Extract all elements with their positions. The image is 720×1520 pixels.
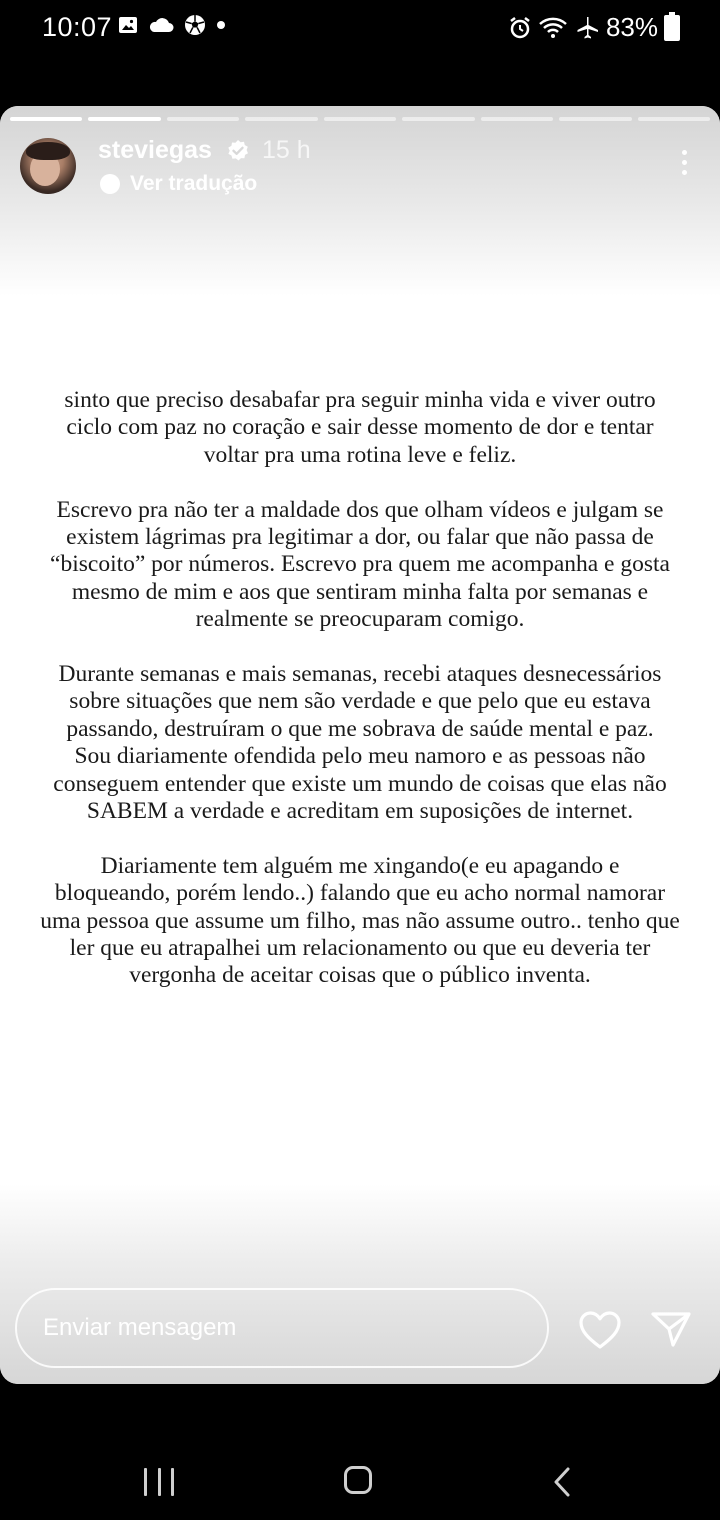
- translate-icon: [100, 174, 120, 194]
- story-progress-segment: [402, 117, 474, 121]
- dot-icon: [216, 20, 226, 30]
- soccer-ball-icon: [184, 14, 206, 36]
- status-bar: [0, 0, 720, 56]
- story-text-block: [40, 387, 680, 1017]
- send-icon[interactable]: [650, 1310, 692, 1348]
- home-button[interactable]: [344, 1466, 372, 1494]
- more-options-dot: [682, 160, 687, 165]
- battery-percentage: 83%: [605, 12, 658, 42]
- story-progress-segment: [559, 117, 631, 121]
- wifi-icon: [538, 16, 568, 40]
- airplane-icon: [574, 15, 600, 41]
- story-paragraph: Sou diariamente ofendida pelo meu namoro e as pessoas não conseguem entender que existe um mundo de coisas que elas não SABEM a verdade e acreditam em suposições de internet.: [53, 743, 667, 825]
- status-time: 10:07: [42, 12, 113, 42]
- story-paragraph: Diariamente tem alguém me xingando(e eu apagando e bloqueando, porém lendo..) falando que eu acho normal namorar uma pessoa que assume um filho, mas não assume outro.. tenho que ler que eu atrapalhei um relacionamento ou que eu deveria ter vergonha de aceitar coisas que o público inventa.: [40, 852, 680, 989]
- story-progress-segment: [10, 117, 82, 121]
- recent-apps-bar: [171, 1468, 174, 1496]
- recent-apps-button[interactable]: [144, 1468, 174, 1496]
- story-progress-bars: [10, 117, 710, 121]
- story-paragraph: Durante semanas e mais semanas, recebi ataques desnecessários sobre situações que nem são verdade e que pelo que eu estava passando, destruíram o que me sobrava de saúde mental e paz.: [58, 661, 662, 742]
- story-progress-segment: [88, 117, 160, 121]
- story-paragraph: sinto que preciso desabafar pra seguir minha vida e viver outro ciclo com paz no coração e sair desse momento de dor e tentar voltar pra uma rotina leve e feliz.: [64, 387, 656, 468]
- story-paragraph: Escrevo pra não ter a maldade dos que olham vídeos e julgam se existem lágrimas pra legitimar a dor, ou falar que não passa de “biscoito” por números. Escrevo pra quem me acompanha e gosta mesmo de mim e aos que sentiram minha falta por semanas e realmente se preocuparam comigo.: [50, 496, 670, 633]
- see-translation-button[interactable]: [100, 172, 257, 196]
- recent-apps-icon: [144, 1468, 147, 1496]
- story-progress-segment: [638, 117, 710, 121]
- send-message-input[interactable]: [15, 1288, 549, 1368]
- battery-icon: [664, 15, 680, 41]
- story-progress-segment: [245, 117, 317, 121]
- see-translation-label: Ver tradução: [130, 172, 258, 195]
- alarm-icon: [508, 16, 532, 40]
- story-time-ago: 15 h: [262, 136, 311, 164]
- status-system-icons: [508, 12, 680, 43]
- system-nav-bar: [0, 1384, 720, 1520]
- send-message-placeholder: Enviar mensagem: [43, 1314, 237, 1341]
- image-icon: [118, 15, 138, 35]
- more-options-button[interactable]: [680, 150, 688, 180]
- story-top-gradient: [0, 106, 720, 296]
- more-options-icon: [682, 150, 687, 155]
- story-progress-segment: [324, 117, 396, 121]
- avatar[interactable]: [20, 138, 76, 194]
- story-progress-segment: [481, 117, 553, 121]
- recent-apps-bar: [158, 1468, 161, 1496]
- story-progress-segment: [167, 117, 239, 121]
- verified-badge-icon: [226, 139, 250, 163]
- story-username[interactable]: steviegas: [98, 136, 212, 164]
- status-notification-icons: [118, 14, 226, 36]
- story-viewer[interactable]: [0, 106, 720, 1384]
- cloud-icon: [148, 16, 174, 34]
- heart-icon[interactable]: [578, 1310, 622, 1350]
- back-icon[interactable]: [550, 1466, 574, 1498]
- more-options-dot: [682, 170, 687, 175]
